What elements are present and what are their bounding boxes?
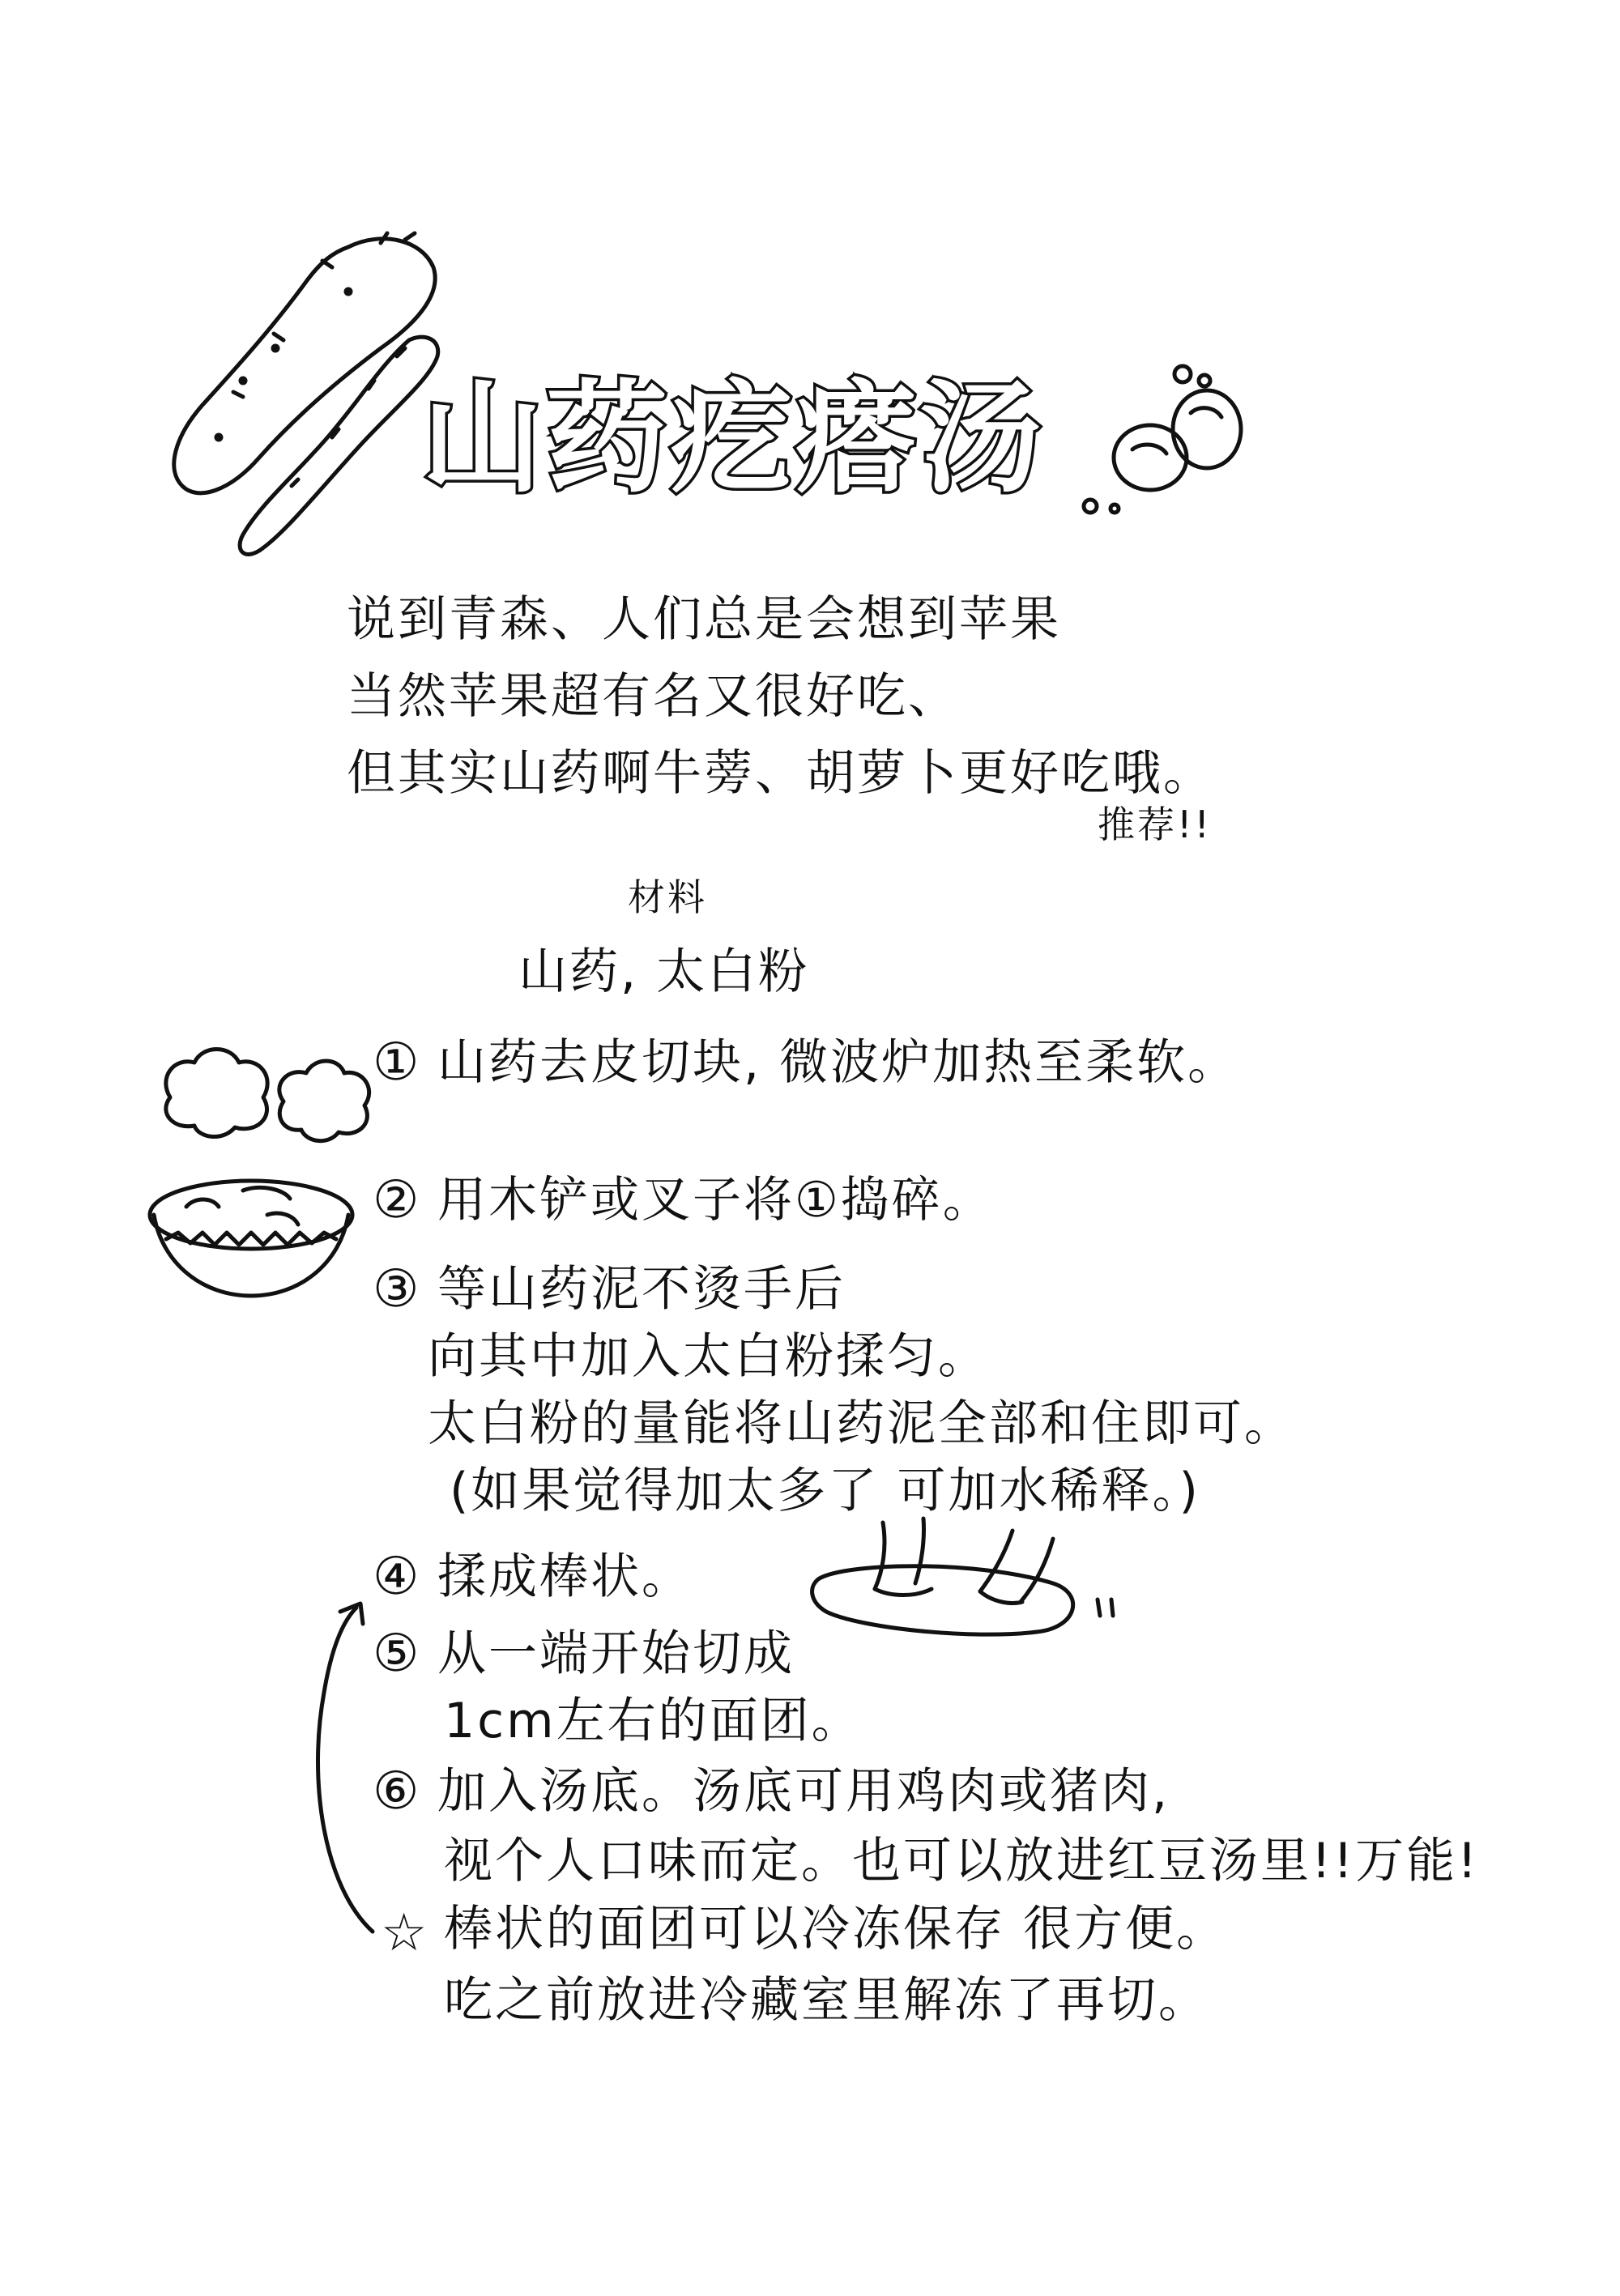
step-6-line-2: 视个人口味而定。也可以放进红豆汤里!!万能! xyxy=(444,1833,1480,1889)
intro-line-2: 当然苹果超有名又很好吃、 xyxy=(347,668,959,725)
step-3-line-1: 等山药泥不烫手后 xyxy=(437,1261,846,1318)
note-star-marker: ☆ xyxy=(381,1903,428,1963)
yam-illustration xyxy=(174,233,438,554)
step-4-marker: ④ xyxy=(373,1547,420,1607)
steaming-bowl-illustration xyxy=(150,1050,369,1297)
note-line-2: 吃之前放进冷藏室里解冻了再切。 xyxy=(444,1972,1209,2029)
recipe-title: 山药疙瘩汤 xyxy=(421,368,1046,509)
step-3-line-4: (如果觉得加太多了 可加水稀释。) xyxy=(450,1463,1200,1519)
ingredients-list: 山药, 太白粉 xyxy=(518,944,810,1000)
step-6-marker: ⑥ xyxy=(373,1761,420,1821)
step-5-line-2: 1cm左右的面团。 xyxy=(444,1693,863,1749)
bubbles-illustration xyxy=(1084,366,1241,513)
note-line-1: 棒状的面团可以冷冻保存 很方便。 xyxy=(444,1901,1228,1957)
step-2-line-1: 用木铲或叉子将①捣碎。 xyxy=(437,1172,994,1229)
step-3-line-3: 太白粉的量能将山药泥全部和住即可。 xyxy=(428,1395,1295,1452)
step-6-line-1: 加入汤底。汤底可用鸡肉或猪肉, xyxy=(437,1763,1170,1820)
step-4-line-1: 揉成棒状。 xyxy=(437,1548,693,1605)
step-1-line-1: 山药去皮切块, 微波炉加热至柔软。 xyxy=(437,1034,1239,1091)
kneading-hands-illustration xyxy=(812,1519,1113,1634)
intro-line-3: 但其实山药啊牛蒡、胡萝卜更好吃哦。 xyxy=(347,745,1214,802)
step-3-line-2: 向其中加入太白粉揉匀。 xyxy=(428,1328,989,1385)
step-2-marker: ② xyxy=(373,1170,420,1230)
loop-arrow xyxy=(318,1604,373,1932)
step-3-marker: ③ xyxy=(373,1259,420,1319)
recommend-note: 推荐!! xyxy=(1098,803,1212,846)
intro-line-1: 说到青森、人们总是会想到苹果 xyxy=(347,591,1061,648)
step-5-line-1: 从一端开始切成 xyxy=(437,1625,795,1682)
step-5-marker: ⑤ xyxy=(373,1624,420,1684)
ingredients-heading: 材料 xyxy=(628,875,707,919)
step-1-marker: ① xyxy=(373,1033,420,1093)
